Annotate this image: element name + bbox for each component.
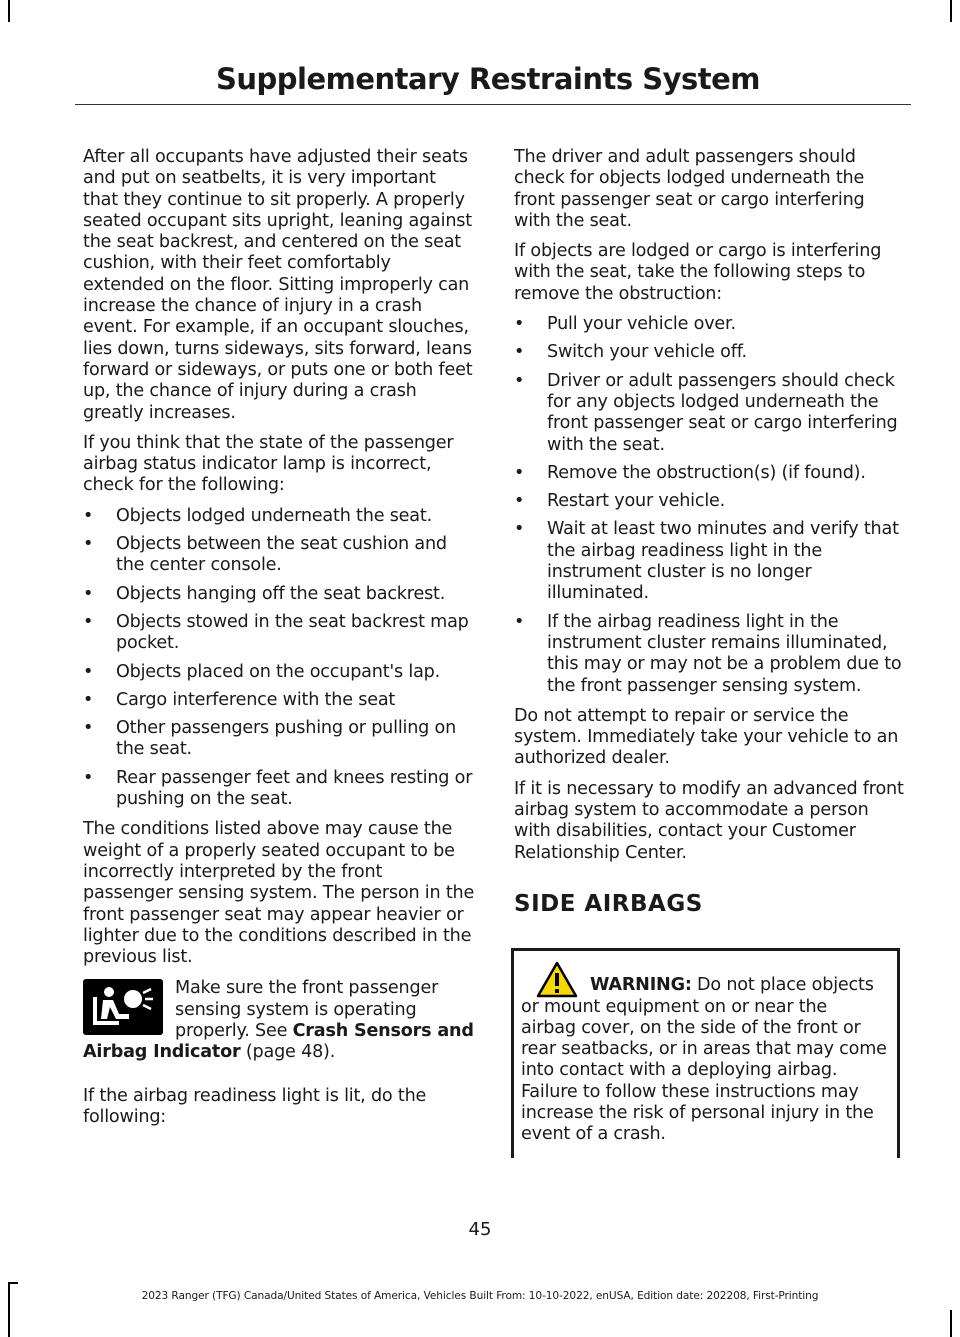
steps-list xyxy=(514,314,906,697)
list-item: • Objects stowed in the seat backrest map pocket. xyxy=(83,612,475,655)
paragraph: The conditions listed above may cause the weight of a properly seated occupant to be incorrectly interpreted by the front passenger sensing system. The person in the front passenger seat may appear heavier or lighter due to the conditions described in the previous list. xyxy=(83,819,475,968)
section-heading: SIDE AIRBAGS xyxy=(514,890,703,917)
paragraph: Do not attempt to repair or service the system. Immediately take your vehicle to an authorized dealer. xyxy=(514,705,899,769)
paragraph: If objects are lodged or cargo is interfering with the seat, take the following steps to remove the obstruction: xyxy=(514,241,882,304)
header-divider xyxy=(75,104,911,105)
list-item: • Cargo interference with the seat xyxy=(83,690,475,711)
warning-box xyxy=(511,948,900,1157)
page-number: 45 xyxy=(468,1219,492,1240)
right-column xyxy=(514,147,906,1158)
footer: 2023 Ranger (TFG) Canada/United States of America, Vehicles Built From: 10-10-2022, enUSA, Edition date: 202208, First-Printing xyxy=(141,1290,819,1302)
cross-reference-link[interactable]: Crash Sensors and Airbag Indicator xyxy=(83,1020,474,1063)
crop-mark-top-right xyxy=(950,0,952,22)
list-item: • Objects between the seat cushion and the center console. xyxy=(83,534,475,577)
list-item: • Objects placed on the occupant's lap. xyxy=(83,662,475,683)
list-item: • Wait at least two minutes and verify that the airbag readiness light in the instrument cluster is no longer illuminated. xyxy=(514,519,906,604)
list-item: • If the airbag readiness light in the instrument cluster remains illuminated, this may or may not be a problem due to the front passenger sensing system. xyxy=(514,612,906,697)
crop-mark-bottom-right xyxy=(950,1310,952,1337)
paragraph: If it is necessary to modify an advanced front airbag system to accommodate a person with disabilities, contact your Customer Relationship Center. xyxy=(514,778,904,863)
warning-triangle-icon xyxy=(536,961,578,998)
warning-text: WARNING: Do not place objects or mount equipment on or near the airbag cover, on the side of the front or rear seatbacks, or in areas that may come into contact with a deploying airbag. Failure to follow these instructions may increase the risk of personal injury in the event of a crash. xyxy=(521,975,887,1145)
list-item: • Other passengers pushing or pulling on the seat. xyxy=(83,718,475,761)
paragraph: If you think that the state of the passenger airbag status indicator lamp is incorrect, check for the following: xyxy=(83,432,454,496)
left-column xyxy=(83,147,475,1137)
airbag-seated-person-icon xyxy=(83,979,163,1035)
crop-mark-top-left xyxy=(8,0,10,22)
page-title: Supplementary Restraints System xyxy=(215,62,760,96)
note-block xyxy=(83,978,475,1063)
list-item: • Objects lodged underneath the seat. xyxy=(83,506,475,527)
list-item: • Objects hanging off the seat backrest. xyxy=(83,584,475,605)
list-item: • Rear passenger feet and knees resting or pushing on the seat. xyxy=(83,768,475,811)
list-item: • Switch your vehicle off. xyxy=(514,342,906,363)
crop-mark-bottom-left-h xyxy=(8,1282,18,1284)
list-item: • Pull your vehicle over. xyxy=(514,314,906,335)
paragraph: After all occupants have adjusted their seats and put on seatbelts, it is very important that they continue to sit properly. A properly seated occupant sits upright, leaning against the seat backrest, and centered on the seat cushion, with their feet comfortably extended on the floor. Sitting improperly can increase the chance of injury in a crash event. For example, if an occupant slouches, lies down, turns sideways, sits forward, leans forward or sideways, or puts one or both feet up, the chance of injury during a crash greatly increases. xyxy=(83,147,473,423)
list-item: • Restart your vehicle. xyxy=(514,491,906,512)
paragraph: The driver and adult passengers should check for objects lodged underneath the front passenger seat or cargo interfering with the seat. xyxy=(514,147,865,231)
list-item: • Remove the obstruction(s) (if found). xyxy=(514,463,906,484)
paragraph: If the airbag readiness light is lit, do the following: xyxy=(83,1085,427,1127)
list-item: • Driver or adult passengers should check for any objects lodged underneath the front passenger seat or cargo interfering with the seat. xyxy=(514,371,906,456)
check-list xyxy=(83,506,475,811)
note-paragraph: Make sure the front passenger sensing system is operating properly. See Crash Sensors and Airbag Indicator (page 48). xyxy=(83,978,474,1063)
